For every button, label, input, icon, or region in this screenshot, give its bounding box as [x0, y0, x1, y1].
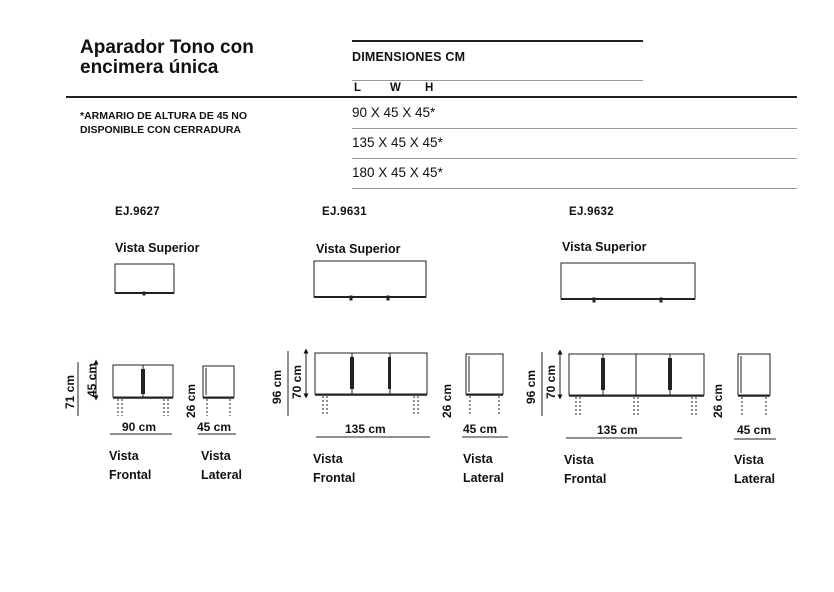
depth-3: 45 cm: [737, 423, 772, 437]
product-code-2: EJ.9631: [322, 206, 367, 218]
front-caption-2: [313, 450, 355, 488]
side-caption-3-line-1: Vista: [734, 453, 764, 467]
column-length: L: [354, 82, 362, 94]
total-height-3: 96 cm: [524, 369, 538, 404]
side-caption-1: [201, 447, 242, 485]
depth-1: 45 cm: [197, 420, 232, 434]
side-caption-3: [734, 451, 775, 489]
front-caption-1: [109, 447, 151, 485]
width-1: 90 cm: [122, 420, 157, 434]
top-view-drawing-2: [314, 261, 426, 300]
width-2: 135 cm: [345, 422, 386, 436]
dimensions-heading: DIMENSIONES CM: [352, 50, 466, 64]
top-view-drawing-3: [561, 263, 695, 302]
leg-height-3: 26 cm: [711, 383, 725, 418]
depth-2: 45 cm: [463, 422, 498, 436]
front-caption-2-line-1: Vista: [313, 452, 343, 466]
leg-height-2: 26 cm: [440, 383, 454, 418]
title-line-2: encimera única: [80, 57, 219, 78]
size-row-135: 135 X 45 X 45*: [352, 128, 797, 159]
side-caption-2: [463, 450, 504, 488]
front-caption-3-line-2: Frontal: [564, 472, 607, 486]
size-row-90: 90 X 45 X 45*: [352, 98, 797, 129]
column-width: W: [390, 82, 401, 94]
side-caption-1-line-2: Lateral: [201, 468, 242, 482]
side-caption-2-line-2: Lateral: [463, 471, 504, 485]
title-line-1: Aparador Tono con: [80, 37, 254, 58]
width-3: 135 cm: [597, 423, 638, 437]
note-line-2: DISPONIBLE CON CERRADURA: [80, 124, 242, 136]
front-caption-2-line-2: Frontal: [313, 471, 356, 485]
top-view-label-2: Vista Superior: [316, 242, 401, 256]
side-caption-1-line-1: Vista: [201, 449, 231, 463]
body-height-3: 70 cm: [544, 364, 558, 399]
top-view-drawing-1: [115, 264, 174, 295]
front-caption-1-line-1: Vista: [109, 449, 139, 463]
body-height-1: 45 cm: [85, 362, 99, 397]
column-height: H: [425, 82, 434, 94]
body-height-2: 70 cm: [290, 364, 304, 399]
front-caption-3: [564, 451, 606, 489]
total-height-2: 96 cm: [270, 369, 284, 404]
product-code-3: EJ.9632: [569, 206, 614, 218]
front-caption-1-line-2: Frontal: [109, 468, 152, 482]
leg-height-1: 26 cm: [184, 383, 198, 418]
side-caption-3-line-2: Lateral: [734, 472, 775, 486]
side-caption-2-line-1: Vista: [463, 452, 493, 466]
total-height-1: 71 cm: [63, 374, 77, 409]
product-code-1: EJ.9627: [115, 206, 160, 218]
top-view-label-1: Vista Superior: [115, 241, 200, 255]
top-view-label-3: Vista Superior: [562, 240, 647, 254]
note-line-1: *ARMARIO DE ALTURA DE 45 NO: [80, 110, 248, 122]
front-caption-3-line-1: Vista: [564, 453, 594, 467]
size-row-180: 180 X 45 X 45*: [352, 158, 797, 189]
